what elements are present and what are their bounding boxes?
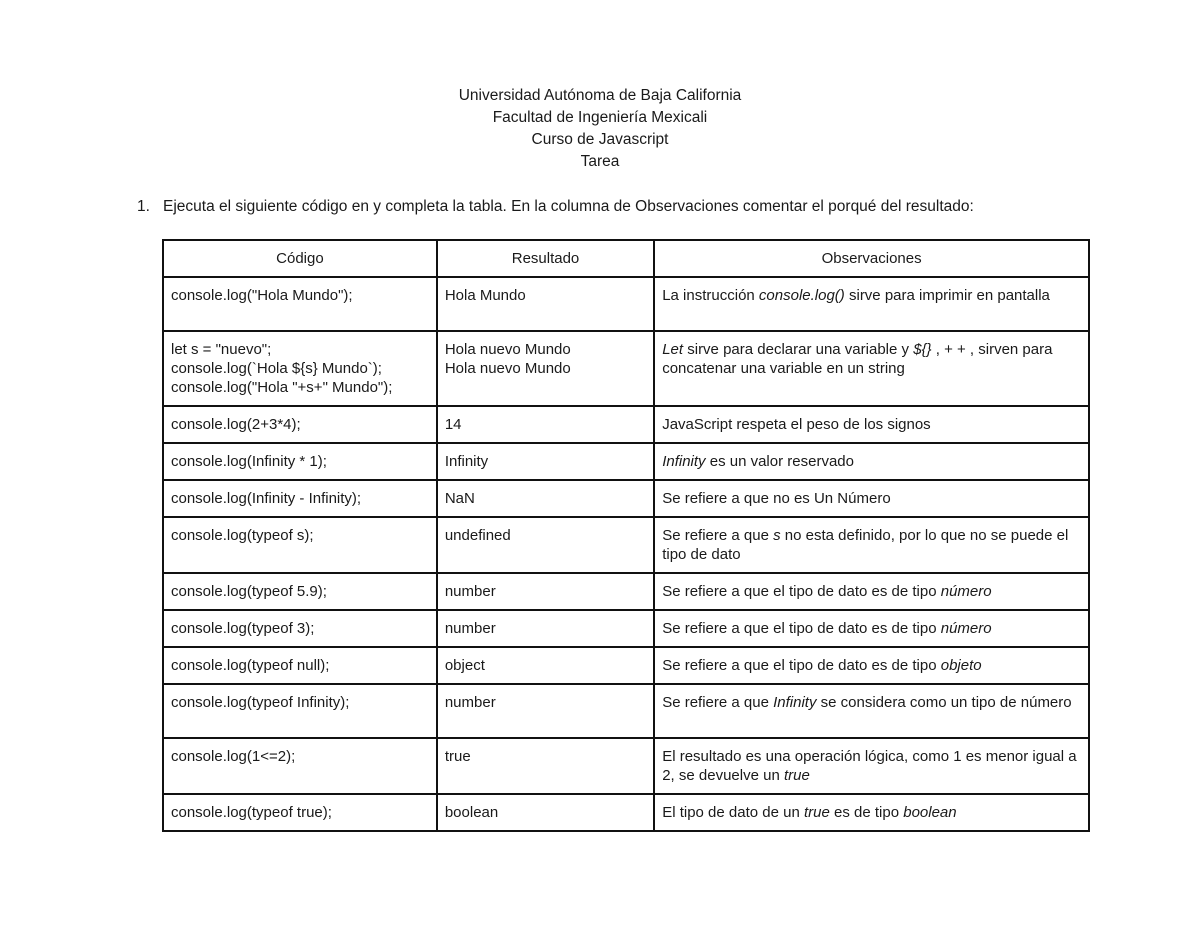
cell-observation — [654, 647, 1089, 684]
cell-observation — [654, 331, 1089, 406]
cell-code — [163, 517, 437, 573]
header-codigo: Código — [163, 240, 437, 277]
code-line: console.log(typeof true); — [171, 804, 332, 821]
cell-code — [163, 331, 437, 406]
cell-code — [163, 277, 437, 331]
cell-code — [163, 610, 437, 647]
assignment-title: Tarea — [580, 153, 620, 170]
table-row — [163, 610, 1089, 647]
result-line: true — [444, 748, 471, 765]
cell-observation — [654, 684, 1089, 738]
cell-code — [163, 684, 437, 738]
observation-emphasis: s — [773, 527, 781, 544]
observation-text: Se refiere a que — [662, 527, 774, 544]
observation-emphasis: console.log() — [758, 287, 845, 304]
code-line: console.log(typeof Infinity); — [171, 694, 350, 711]
observation-text: Se refiere a que el tipo de dato es de tipo — [662, 620, 941, 637]
observation-emphasis: ${} — [913, 341, 932, 358]
observation-text: , + + , sirven para concatenar una variable en un string — [662, 341, 1053, 377]
observation-text: es un valor reservado — [705, 453, 854, 470]
cell-code — [163, 573, 437, 610]
cell-observation — [654, 610, 1089, 647]
cell-observation — [654, 277, 1089, 331]
observation-text: es de tipo — [829, 804, 904, 821]
observation-emphasis: Let — [662, 341, 684, 358]
table-row — [163, 573, 1089, 610]
observation-text: no esta definido, por lo que no se puede el tipo de dato — [662, 527, 1069, 563]
table-row — [163, 738, 1089, 794]
cell-result — [437, 573, 654, 610]
code-line: console.log(2+3*4); — [171, 416, 301, 433]
cell-code — [163, 794, 437, 831]
cell-observation — [654, 794, 1089, 831]
code-line: console.log(typeof 3); — [171, 620, 315, 637]
cell-result — [437, 277, 654, 331]
code-line: let s = "nuevo"; — [171, 341, 272, 358]
code-line: console.log("Hola Mundo"); — [171, 287, 353, 304]
cell-result — [437, 480, 654, 517]
cell-code — [163, 443, 437, 480]
observation-text: JavaScript respeta el peso de los signos — [662, 416, 931, 433]
cell-observation — [654, 480, 1089, 517]
cell-code — [163, 480, 437, 517]
faculty-name: Facultad de Ingeniería Mexicali — [492, 109, 708, 126]
result-line: NaN — [444, 490, 475, 507]
observation-emphasis: true — [783, 767, 810, 784]
observation-emphasis: true — [803, 804, 830, 821]
document-header — [0, 85, 1200, 173]
result-line: 14 — [444, 416, 462, 433]
header-resultado: Resultado — [437, 240, 654, 277]
cell-code — [163, 647, 437, 684]
observation-text: sirve para imprimir en pantalla — [844, 287, 1050, 304]
observation-text: Se refiere a que no es Un Número — [662, 490, 891, 507]
header-observaciones: Observaciones — [654, 240, 1089, 277]
cell-code — [163, 406, 437, 443]
result-line: number — [444, 694, 496, 711]
observation-text: Se refiere a que el tipo de dato es de tipo — [662, 583, 941, 600]
observation-text: se considera como un tipo de número — [816, 694, 1072, 711]
table-row — [163, 684, 1089, 738]
observation-emphasis: Infinity — [773, 694, 817, 711]
table-row — [163, 647, 1089, 684]
result-line: number — [444, 583, 496, 600]
code-line: console.log(typeof s); — [171, 527, 314, 544]
table-row — [163, 517, 1089, 573]
code-line: console.log(Infinity * 1); — [171, 453, 327, 470]
cell-result — [437, 610, 654, 647]
table-row — [163, 406, 1089, 443]
cell-result — [437, 738, 654, 794]
question-1 — [137, 196, 1137, 218]
observation-text: sirve para declarar una variable y — [683, 341, 914, 358]
code-line: console.log("Hola "+s+" Mundo"); — [171, 379, 393, 396]
cell-observation — [654, 443, 1089, 480]
observation-emphasis: boolean — [903, 804, 957, 821]
observation-emphasis: Infinity — [662, 453, 706, 470]
table-body — [163, 277, 1089, 831]
result-line: Hola nuevo Mundo — [444, 341, 571, 358]
question-number: 1. — [137, 198, 150, 215]
code-line: console.log(1<=2); — [171, 748, 296, 765]
table-row — [163, 794, 1089, 831]
table-row — [163, 480, 1089, 517]
cell-observation — [654, 738, 1089, 794]
course-name: Curso de Javascript — [531, 131, 669, 148]
cell-result — [437, 684, 654, 738]
code-line: console.log(Infinity - Infinity); — [171, 490, 362, 507]
table-row — [163, 277, 1089, 331]
observation-text: Se refiere a que el tipo de dato es de tipo — [662, 657, 941, 674]
code-line: console.log(typeof 5.9); — [171, 583, 327, 600]
cell-result — [437, 331, 654, 406]
observation-emphasis: número — [940, 583, 992, 600]
table-row — [163, 331, 1089, 406]
result-line: object — [444, 657, 485, 674]
cell-result — [437, 794, 654, 831]
observation-text: El resultado es una operación lógica, como 1 es menor igual a 2, se devuelve un — [662, 748, 1077, 784]
observation-text: La instrucción — [662, 287, 759, 304]
result-line: Hola nuevo Mundo — [444, 360, 571, 377]
observation-emphasis: número — [940, 620, 992, 637]
result-line: Hola Mundo — [444, 287, 526, 304]
result-line: boolean — [444, 804, 499, 821]
question-text: Ejecuta el siguiente código en y completa la tabla. En la columna de Observaciones comentar el porqué del resultado: — [163, 198, 974, 215]
observation-emphasis: objeto — [940, 657, 982, 674]
university-name: Universidad Autónoma de Baja California — [458, 87, 742, 104]
result-line: undefined — [444, 527, 511, 544]
table-header-row — [163, 240, 1089, 277]
code-line: console.log(typeof null); — [171, 657, 330, 674]
cell-observation — [654, 406, 1089, 443]
cell-result — [437, 517, 654, 573]
observation-text: Se refiere a que — [662, 694, 774, 711]
result-line: number — [444, 620, 496, 637]
code-line: console.log(`Hola ${s} Mundo`); — [171, 360, 382, 377]
table-row — [163, 443, 1089, 480]
result-line: Infinity — [444, 453, 489, 470]
observation-text: El tipo de dato de un — [662, 804, 804, 821]
cell-result — [437, 406, 654, 443]
cell-result — [437, 647, 654, 684]
cell-observation — [654, 573, 1089, 610]
cell-observation — [654, 517, 1089, 573]
cell-code — [163, 738, 437, 794]
cell-result — [437, 443, 654, 480]
results-table — [162, 239, 1090, 832]
